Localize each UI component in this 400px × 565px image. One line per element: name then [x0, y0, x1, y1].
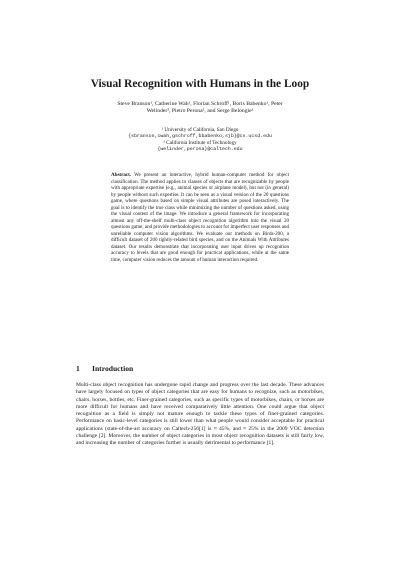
abstract-label: Abstract. [111, 172, 132, 178]
paper-title: Visual Recognition with Humans in the Loop [90, 78, 310, 90]
section-heading [76, 364, 324, 374]
author-list [76, 101, 324, 116]
introduction-paragraph: Multi-class object recognition has undergone rapid change and progress over the last decade. These advances have largely focused on types of object categories that are easy for humans to recognize, such as motorbikes, chairs, horses, bottles, etc. Finer-grained categories, such as specific types of motorbikes, chairs, or horses are more difficult for humans and have received comparatively little attention. One could argue that object recognition as a field is simply not mature enough to tackle these types of finer-grained categories. Performance on basic-level categories is still lower than what people would consider acceptable for practical applications (state-of-the-art accuracy on Caltech-256[1] is ≈ 45%, and ≈ 25% in the 2009 VOC detection challenge [2]. Moreover, the number of object categories in most object recognition datasets is still fairly low, and increasing the number of categories further is usually detrimental to performance [1]. [76, 382, 324, 446]
section-title: Introduction [92, 364, 134, 373]
section-number: 1 [76, 364, 80, 373]
authors-line-2: Welinder², Pietro Perona², and Serge Belongie¹ [146, 108, 254, 115]
affiliation-1-name: ¹ University of California, San Diego [161, 127, 239, 133]
affiliation-1-email: {sbranson,cwah,gschroff,bbabenko,sjb}@cs.ucsd.edu [128, 133, 272, 139]
abstract-text: We present an interactive, hybrid human-computer method for object classification. The method applies to classes of objects that are recognizable by people with appropriate expertise (e.g., animal species or airplane model), but not (in general) by people without such expertise. It can be seen as a visual version of the 20 questions game, where questions based on simple visual attributes are posed interactively. The goal is to identify the true class while minimizing the number of questions asked, using the visual content of the image. We introduce a general framework for incorporating almost any off-the-shelf multi-class object recognition algorithm into the visual 20 questions game, and provide methodologies to account for imperfect user responses and unreliable computer vision algorithms. We evaluate our methods on Birds-200, a difficult dataset of 200 tightly-related bird species, and on the Animals With Attributes dataset. Our results demonstrate that incorporating user input drives up recognition accuracy to levels that are good enough for practical applications, while at the same time, computer vision reduces the amount of human interaction required. [111, 172, 289, 263]
abstract [111, 172, 289, 263]
affiliations [90, 127, 310, 153]
affiliation-2-name: ² California Institute of Technology [163, 140, 237, 147]
affiliation-2-email: {welinder,perona}@caltech.edu [157, 146, 243, 152]
authors-line-1: Steve Branson¹, Catherine Wah¹, Florian Schroff¹, Boris Babenko¹, Peter [117, 101, 283, 107]
